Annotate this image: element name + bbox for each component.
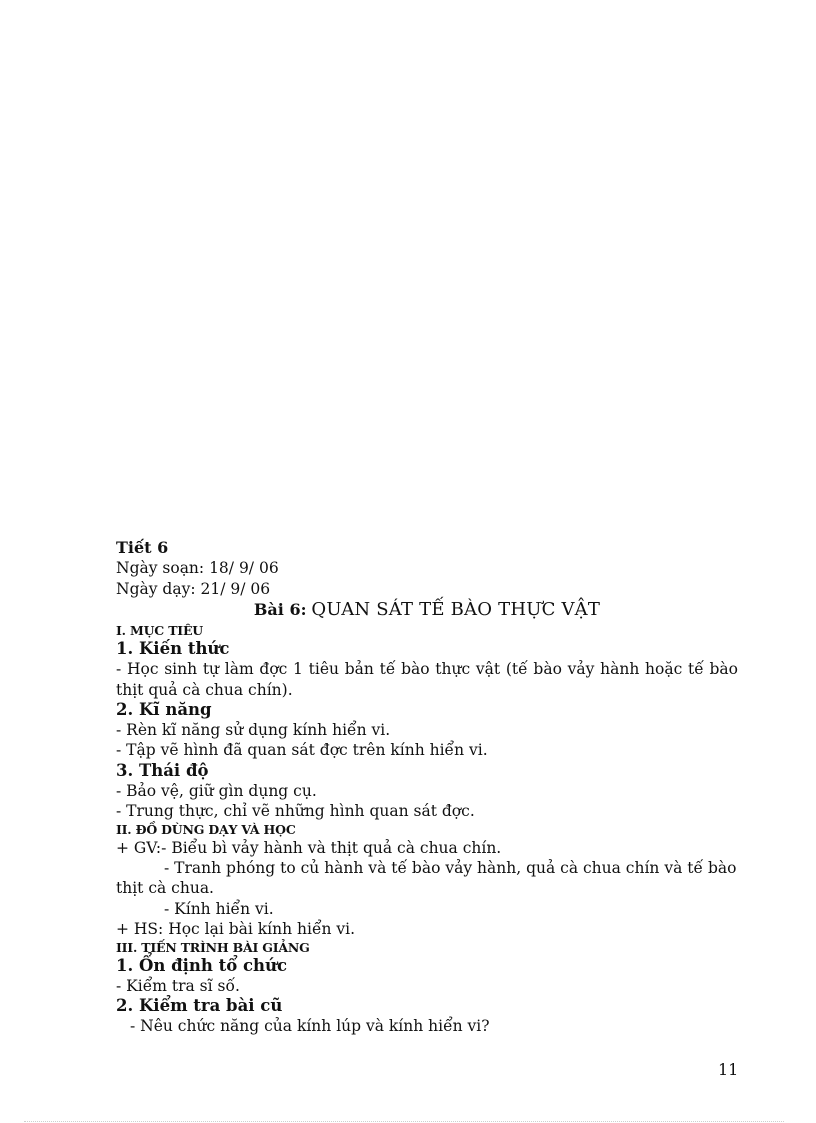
review-heading: 2. Kiểm tra bài cũ xyxy=(116,996,283,1016)
skills-line-2: - Tập vẽ hình đã quan sát đợc trên kính hiển vi. xyxy=(116,741,488,760)
section-objectives-heading: I. MỤC TIÊU xyxy=(116,623,203,639)
lesson-period: Tiết 6 xyxy=(116,538,169,557)
knowledge-text: - Học sinh tự làm đợc 1 tiêu bản tế bào thực vật (tế bào vảy hành hoặc tế bào thịt quả cà chua chín). xyxy=(116,660,738,699)
teach-date: Ngày dạy: 21/ 9/ 06 xyxy=(116,579,271,598)
section-materials-heading: II. ĐỒ DÙNG DẠY VÀ HỌC xyxy=(116,821,296,837)
attitude-heading: 3. Thái độ xyxy=(116,760,209,780)
lesson-title xyxy=(116,597,738,623)
section-procedure-heading: III. TIẾN TRÌNH BÀI GIẢNG xyxy=(116,939,310,955)
review-question: - Nêu chức năng của kính lúp và kính hiển vi? xyxy=(130,1017,490,1036)
lesson-plan-page xyxy=(116,538,738,1037)
attitude-line-1: - Bảo vệ, giữ gìn dụng cụ. xyxy=(116,781,317,800)
organization-line: - Kiểm tra sĩ số. xyxy=(116,976,240,995)
prep-date: Ngày soạn: 18/ 9/ 06 xyxy=(116,559,279,578)
teacher-materials-line-3: - Kính hiển vi. xyxy=(164,899,274,918)
footer-divider xyxy=(24,1121,784,1122)
attitude-line-2: - Trung thực, chỉ vẽ những hình quan sát đợc. xyxy=(116,802,475,821)
knowledge-heading: 1. Kiến thức xyxy=(116,639,230,659)
page-number: 11 xyxy=(718,1060,739,1079)
lesson-title-main: QUAN SÁT TẾ BÀO THỰC VẬT xyxy=(311,599,601,621)
lesson-title-prefix: Bài 6: xyxy=(253,600,307,620)
skills-line-1: - Rèn kĩ năng sử dụng kính hiển vi. xyxy=(116,721,391,740)
teacher-materials-line-2: - Tranh phóng to củ hành và tế bào vảy hành, quả cà chua chín và tế bào xyxy=(164,859,737,878)
skills-heading: 2. Kĩ năng xyxy=(116,700,212,720)
student-materials-line: + HS: Học lại bài kính hiển vi. xyxy=(116,920,356,939)
teacher-materials-line-2b: thịt cà chua. xyxy=(116,879,214,898)
organization-heading: 1. Ổn định tổ chức xyxy=(116,955,288,975)
teacher-materials-line-1: + GV:- Biểu bì vảy hành và thịt quả cà chua chín. xyxy=(116,838,502,857)
